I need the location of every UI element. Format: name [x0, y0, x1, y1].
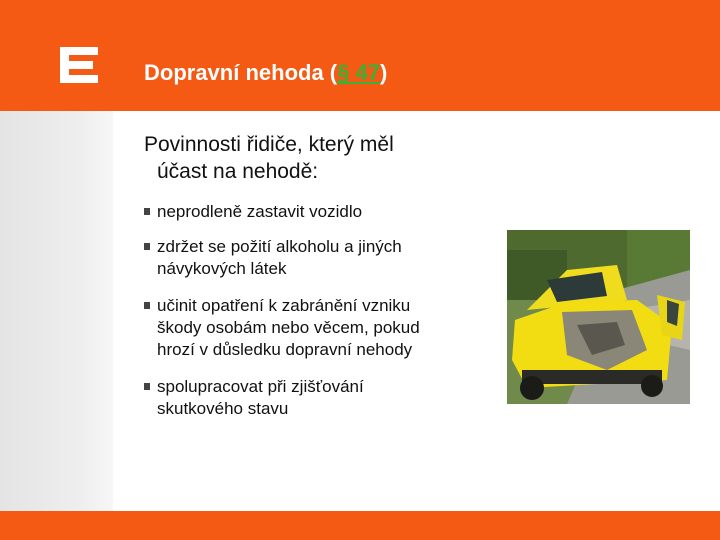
title-text: Dopravní nehoda (	[144, 60, 338, 85]
content-heading	[144, 131, 474, 185]
cez-logo-icon	[60, 47, 98, 83]
footer-bar	[0, 511, 720, 540]
heading-line-1: Povinnosti řidiče, který měl	[144, 133, 394, 156]
bullet-line: hrozí v důsledku dopravní nehody	[157, 340, 413, 359]
header-bar	[0, 0, 720, 111]
heading-line-2: účast na nehodě:	[157, 160, 319, 183]
bullet-line: skutkového stavu	[157, 399, 289, 418]
bullet-line: zdržet se požití alkoholu a jiných	[157, 237, 402, 256]
list-item	[144, 376, 504, 420]
list-item	[144, 236, 504, 280]
list-item	[144, 201, 504, 223]
bullet-line: neprodleně zastavit vozidlo	[157, 202, 363, 221]
law-section-link[interactable]: § 47	[337, 60, 380, 85]
list-item	[144, 295, 504, 361]
title-text-end: )	[379, 60, 388, 85]
crashed-car-photo	[507, 230, 690, 404]
bullet-line: návykových látek	[157, 259, 287, 278]
slide-title	[144, 60, 387, 86]
bullet-list	[144, 201, 504, 420]
left-sidebar	[0, 111, 113, 511]
bullet-line: škody osobám nebo věcem, pokud	[157, 318, 420, 337]
bullet-line: učinit opatření k zabránění vzniku	[157, 296, 411, 315]
bullet-line: spolupracovat při zjišťování	[157, 377, 364, 396]
